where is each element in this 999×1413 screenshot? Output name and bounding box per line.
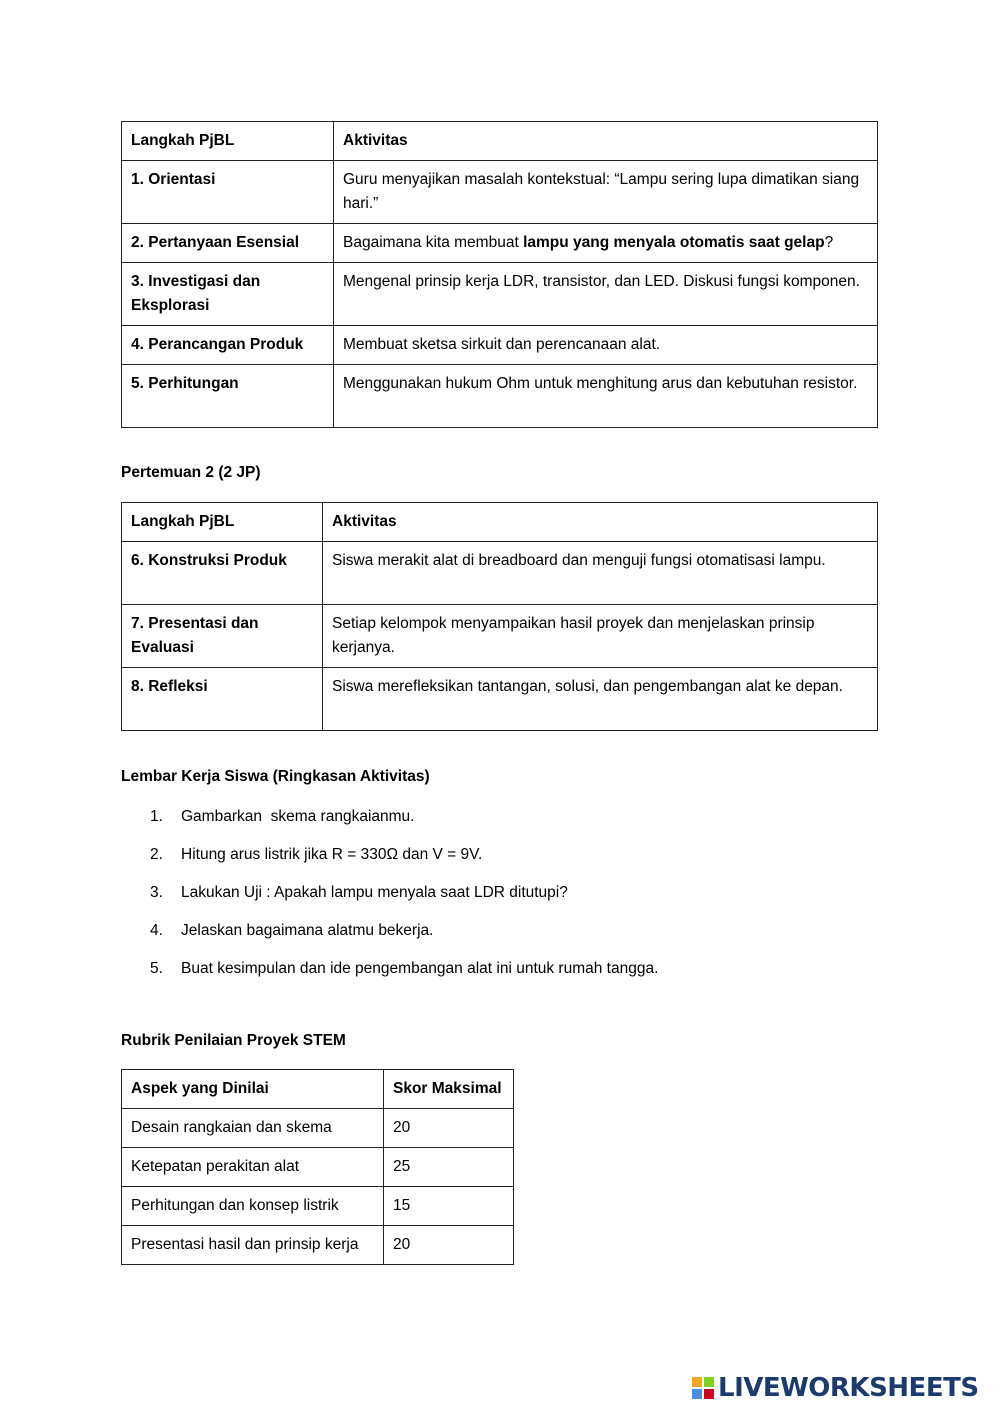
table-row [122,1226,514,1265]
step-cell: 8. Refleksi [122,668,323,731]
header-activity: Aktivitas [334,122,878,161]
list-item [150,805,658,843]
step-cell: 2. Pertanyaan Esensial [122,224,334,263]
table-row [122,542,878,605]
header-activity: Aktivitas [323,503,878,542]
liveworksheets-logo [692,1373,979,1403]
liveworksheets-logo-icon [692,1377,714,1399]
list-item [150,919,658,957]
table-row [122,668,878,731]
list-number: 3. [150,884,163,901]
list-number: 4. [150,922,163,939]
logo-square-icon [704,1389,714,1399]
meeting-2-title: Pertemuan 2 (2 JP) [121,464,261,481]
table-row [122,224,878,263]
rubric-title: Rubrik Penilaian Proyek STEM [121,1032,346,1049]
logo-text: LIVEWORKSHEETS [718,1373,979,1403]
pjbl-table-meeting-2 [121,502,878,731]
activity-cell: Setiap kelompok menyampaikan hasil proyek dan menjelaskan prinsip kerjanya. [323,605,878,668]
logo-square-icon [704,1377,714,1387]
score-cell: 15 [384,1187,514,1226]
activity-cell: Siswa merefleksikan tantangan, solusi, dan pengembangan alat ke depan. [323,668,878,731]
worksheet-title: Lembar Kerja Siswa (Ringkasan Aktivitas) [121,768,430,785]
list-number: 5. [150,960,163,977]
list-text: Lakukan Uji : Apakah lampu menyala saat LDR ditutupi? [181,884,568,901]
table-row [122,263,878,326]
table-row [122,326,878,365]
list-text: Buat kesimpulan dan ide pengembangan alat ini untuk rumah tangga. [181,960,659,977]
list-text: Hitung arus listrik jika R = 330Ω dan V = 9V. [181,846,483,863]
aspect-cell: Presentasi hasil dan prinsip kerja [122,1226,384,1265]
list-item [150,881,658,919]
list-number: 2. [150,846,163,863]
activity-cell: Guru menyajikan masalah kontekstual: “Lampu sering lupa dimatikan siang hari.” [334,161,878,224]
aspect-cell: Desain rangkaian dan skema [122,1109,384,1148]
aspect-cell: Perhitungan dan konsep listrik [122,1187,384,1226]
table-row [122,1109,514,1148]
logo-square-icon [692,1377,702,1387]
worksheet-list [150,805,658,995]
step-cell: 4. Perancangan Produk [122,326,334,365]
activity-text-end: ? [824,234,834,251]
table-header-row [122,503,878,542]
rubric-table [121,1069,514,1265]
header-aspect: Aspek yang Dinilai [122,1070,384,1109]
score-cell: 25 [384,1148,514,1187]
header-step: Langkah PjBL [122,503,323,542]
activity-text: Bagaimana kita membuat [343,234,524,251]
table-row [122,1187,514,1226]
score-cell: 20 [384,1109,514,1148]
step-cell: 5. Perhitungan [122,365,334,428]
activity-cell [334,224,878,263]
list-item [150,843,658,881]
table-header-row [122,1070,514,1109]
table-row [122,365,878,428]
score-cell: 20 [384,1226,514,1265]
list-number: 1. [150,808,163,825]
aspect-cell: Ketepatan perakitan alat [122,1148,384,1187]
table-header-row [122,122,878,161]
header-step: Langkah PjBL [122,122,334,161]
activity-emphasis: lampu yang menyala otomatis saat gelap [523,234,825,251]
step-cell: 1. Orientasi [122,161,334,224]
header-score: Skor Maksimal [384,1070,514,1109]
list-text: Gambarkan skema rangkaianmu. [181,808,415,825]
list-text: Jelaskan bagaimana alatmu bekerja. [181,922,434,939]
activity-cell: Siswa merakit alat di breadboard dan menguji fungsi otomatisasi lampu. [323,542,878,605]
list-item [150,957,658,995]
pjbl-table-meeting-1 [121,121,878,428]
activity-cell: Mengenal prinsip kerja LDR, transistor, dan LED. Diskusi fungsi komponen. [334,263,878,326]
table-row [122,161,878,224]
activity-cell: Membuat sketsa sirkuit dan perencanaan alat. [334,326,878,365]
logo-square-icon [692,1389,702,1399]
table-row [122,1148,514,1187]
step-cell: 7. Presentasi dan Evaluasi [122,605,323,668]
step-cell: 6. Konstruksi Produk [122,542,323,605]
activity-cell: Menggunakan hukum Ohm untuk menghitung arus dan kebutuhan resistor. [334,365,878,428]
step-cell: 3. Investigasi dan Eksplorasi [122,263,334,326]
table-row [122,605,878,668]
